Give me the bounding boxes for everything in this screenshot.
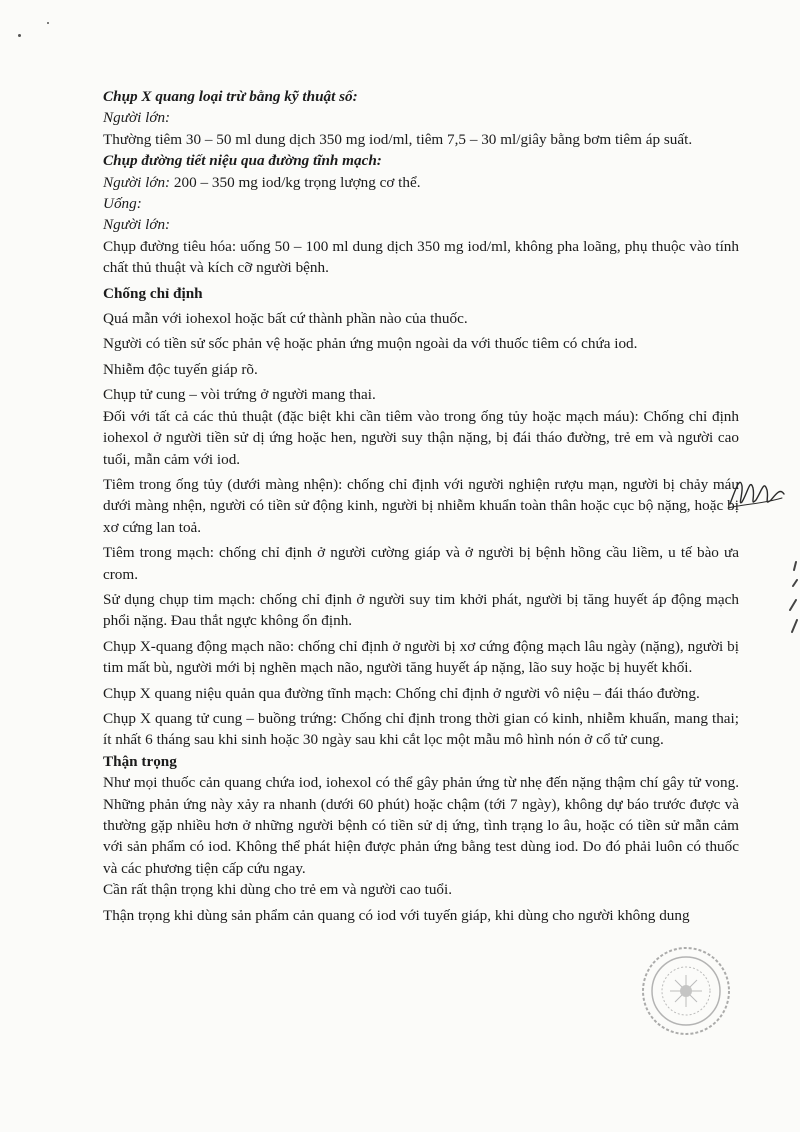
paragraph-contra-intrathecal: Tiêm trong ống tủy (dưới màng nhện): chống chỉ định với người nghiện rượu mạn, người bị chảy máu dưới màng nhện, người có tiền sử động kinh, người bị nhiễm khuẩn toàn thân hoặc cục bộ nặng, hoặc bị xơ cứng lan toả. <box>103 475 739 536</box>
scan-speck <box>47 22 49 24</box>
paragraph-gi-dose: Chụp đường tiêu hóa: uống 50 – 100 ml dung dịch 350 mg iod/ml, không pha loãng, phụ thuộc vào tính chất thủ thuật và kích cỡ người bệnh. <box>103 237 739 277</box>
heading-precautions: Thận trọng <box>103 752 177 770</box>
paragraph-digital-xray-dose: Thường tiêm 30 – 50 ml dung dịch 350 mg iod/ml, tiêm 7,5 – 30 ml/giây bằng bơm tiêm áp suất. <box>103 130 693 148</box>
subheading-digital-xray: Chụp X quang loại trừ bằng kỹ thuật số: <box>103 88 358 105</box>
paragraph-contra-hypersensitivity: Quá mẫn với iohexol hoặc bất cứ thành phần nào của thuốc. <box>103 310 468 328</box>
document-body <box>103 86 739 926</box>
label-oral: Uống: <box>103 195 142 213</box>
scan-edge-mark <box>784 560 798 640</box>
paragraph-contra-cerebral-angiography: Chụp X-quang động mạch não: chống chỉ định ở người bị xơ cứng động mạch lâu ngày (nặng), người bị tim mất bù, người mới bị nghẽn mạch não, người tăng huyết áp nặng, lão suy hoặc bị huyết khối. <box>103 637 739 677</box>
label-adults-oral: Người lớn: <box>103 216 171 234</box>
label-adults-inline: Người lớn: <box>103 173 171 191</box>
paragraph-contra-hysterosalpingography: Chụp X quang tử cung – buồng trứng: Chống chỉ định trong thời gian có kinh, nhiễm khuẩn, mang thai; ít nhất 6 tháng sau khi sinh hoặc 30 ngày sau khi cắt lọc một mẫu mô hình nón ở cổ tử cung. <box>103 709 739 749</box>
paragraph-contra-thyrotoxicosis: Nhiễm độc tuyến giáp rõ. <box>103 360 258 378</box>
paragraph-precaution-thyroid: Thận trọng khi dùng sản phẩm cản quang có iod với tuyến giáp, khi dùng cho người không dung <box>103 906 690 924</box>
paragraph-contra-anaphylaxis: Người có tiền sử sốc phản vệ hoặc phản ứng muộn ngoài da với thuốc tiêm có chứa iod. <box>103 335 638 353</box>
paragraph-contra-urography: Chụp X quang niệu quản qua đường tĩnh mạch: Chống chỉ định ở người vô niệu – đái tháo đường. <box>103 684 700 702</box>
subheading-urography: Chụp đường tiết niệu qua đường tĩnh mạch: <box>103 152 382 170</box>
scan-speck <box>18 34 21 37</box>
paragraph-precaution-children-elderly: Cần rất thận trọng khi dùng cho trẻ em và người cao tuổi. <box>103 881 453 899</box>
paragraph-contra-all-procedures: Đối với tất cả các thủ thuật (đặc biệt khi cần tiêm vào trong ống tủy hoặc mạch máu): Chống chỉ định iohexol ở người tiền sử dị ứng hoặc hen, người suy thận nặng, bị đái tháo đường, trẻ em và người cao tuổi, mẫn cảm với iod. <box>103 407 739 468</box>
paragraph-contra-angiocardiography: Sử dụng chụp tim mạch: chống chỉ định ở người suy tim khởi phát, người bị tăng huyết áp động mạch phổi nặng. Đau thắt ngực không ổn định. <box>103 590 739 630</box>
paragraph-urography-dose <box>103 172 739 193</box>
paragraph-contra-pregnancy: Chụp tử cung – vòi trứng ở người mang thai. <box>103 386 376 404</box>
heading-contraindications: Chống chỉ định <box>103 284 203 302</box>
label-adults: Người lớn: <box>103 109 171 127</box>
handwritten-signature <box>726 468 786 518</box>
paragraph-contra-intravascular: Tiêm trong mạch: chống chỉ định ở người cường giáp và ở người bị bệnh hồng cầu liềm, u tế bào ưa crom. <box>103 544 739 583</box>
official-seal-stamp <box>640 945 732 1037</box>
urography-dose-text: 200 – 350 mg iod/kg trọng lượng cơ thể. <box>170 173 421 191</box>
paragraph-precaution-reactions: Như mọi thuốc cản quang chứa iod, iohexol có thể gây phản ứng từ nhẹ đến nặng thậm chí gây tử vong. Những phản ứng này xảy ra nhanh (dưới 60 phút) hoặc chậm (tới 7 ngày), không dự báo trước được và thường gặp nhiều hơn ở những người bệnh có tiền sử dị ứng, tình trạng lo âu, hoặc có tiền sử mẫn cảm với sản phẩm có iod. Không thể phát hiện được phản ứng bằng test dùng iod. Do đó phải luôn có thuốc và các phương tiện cấp cứu ngay. <box>103 774 739 877</box>
